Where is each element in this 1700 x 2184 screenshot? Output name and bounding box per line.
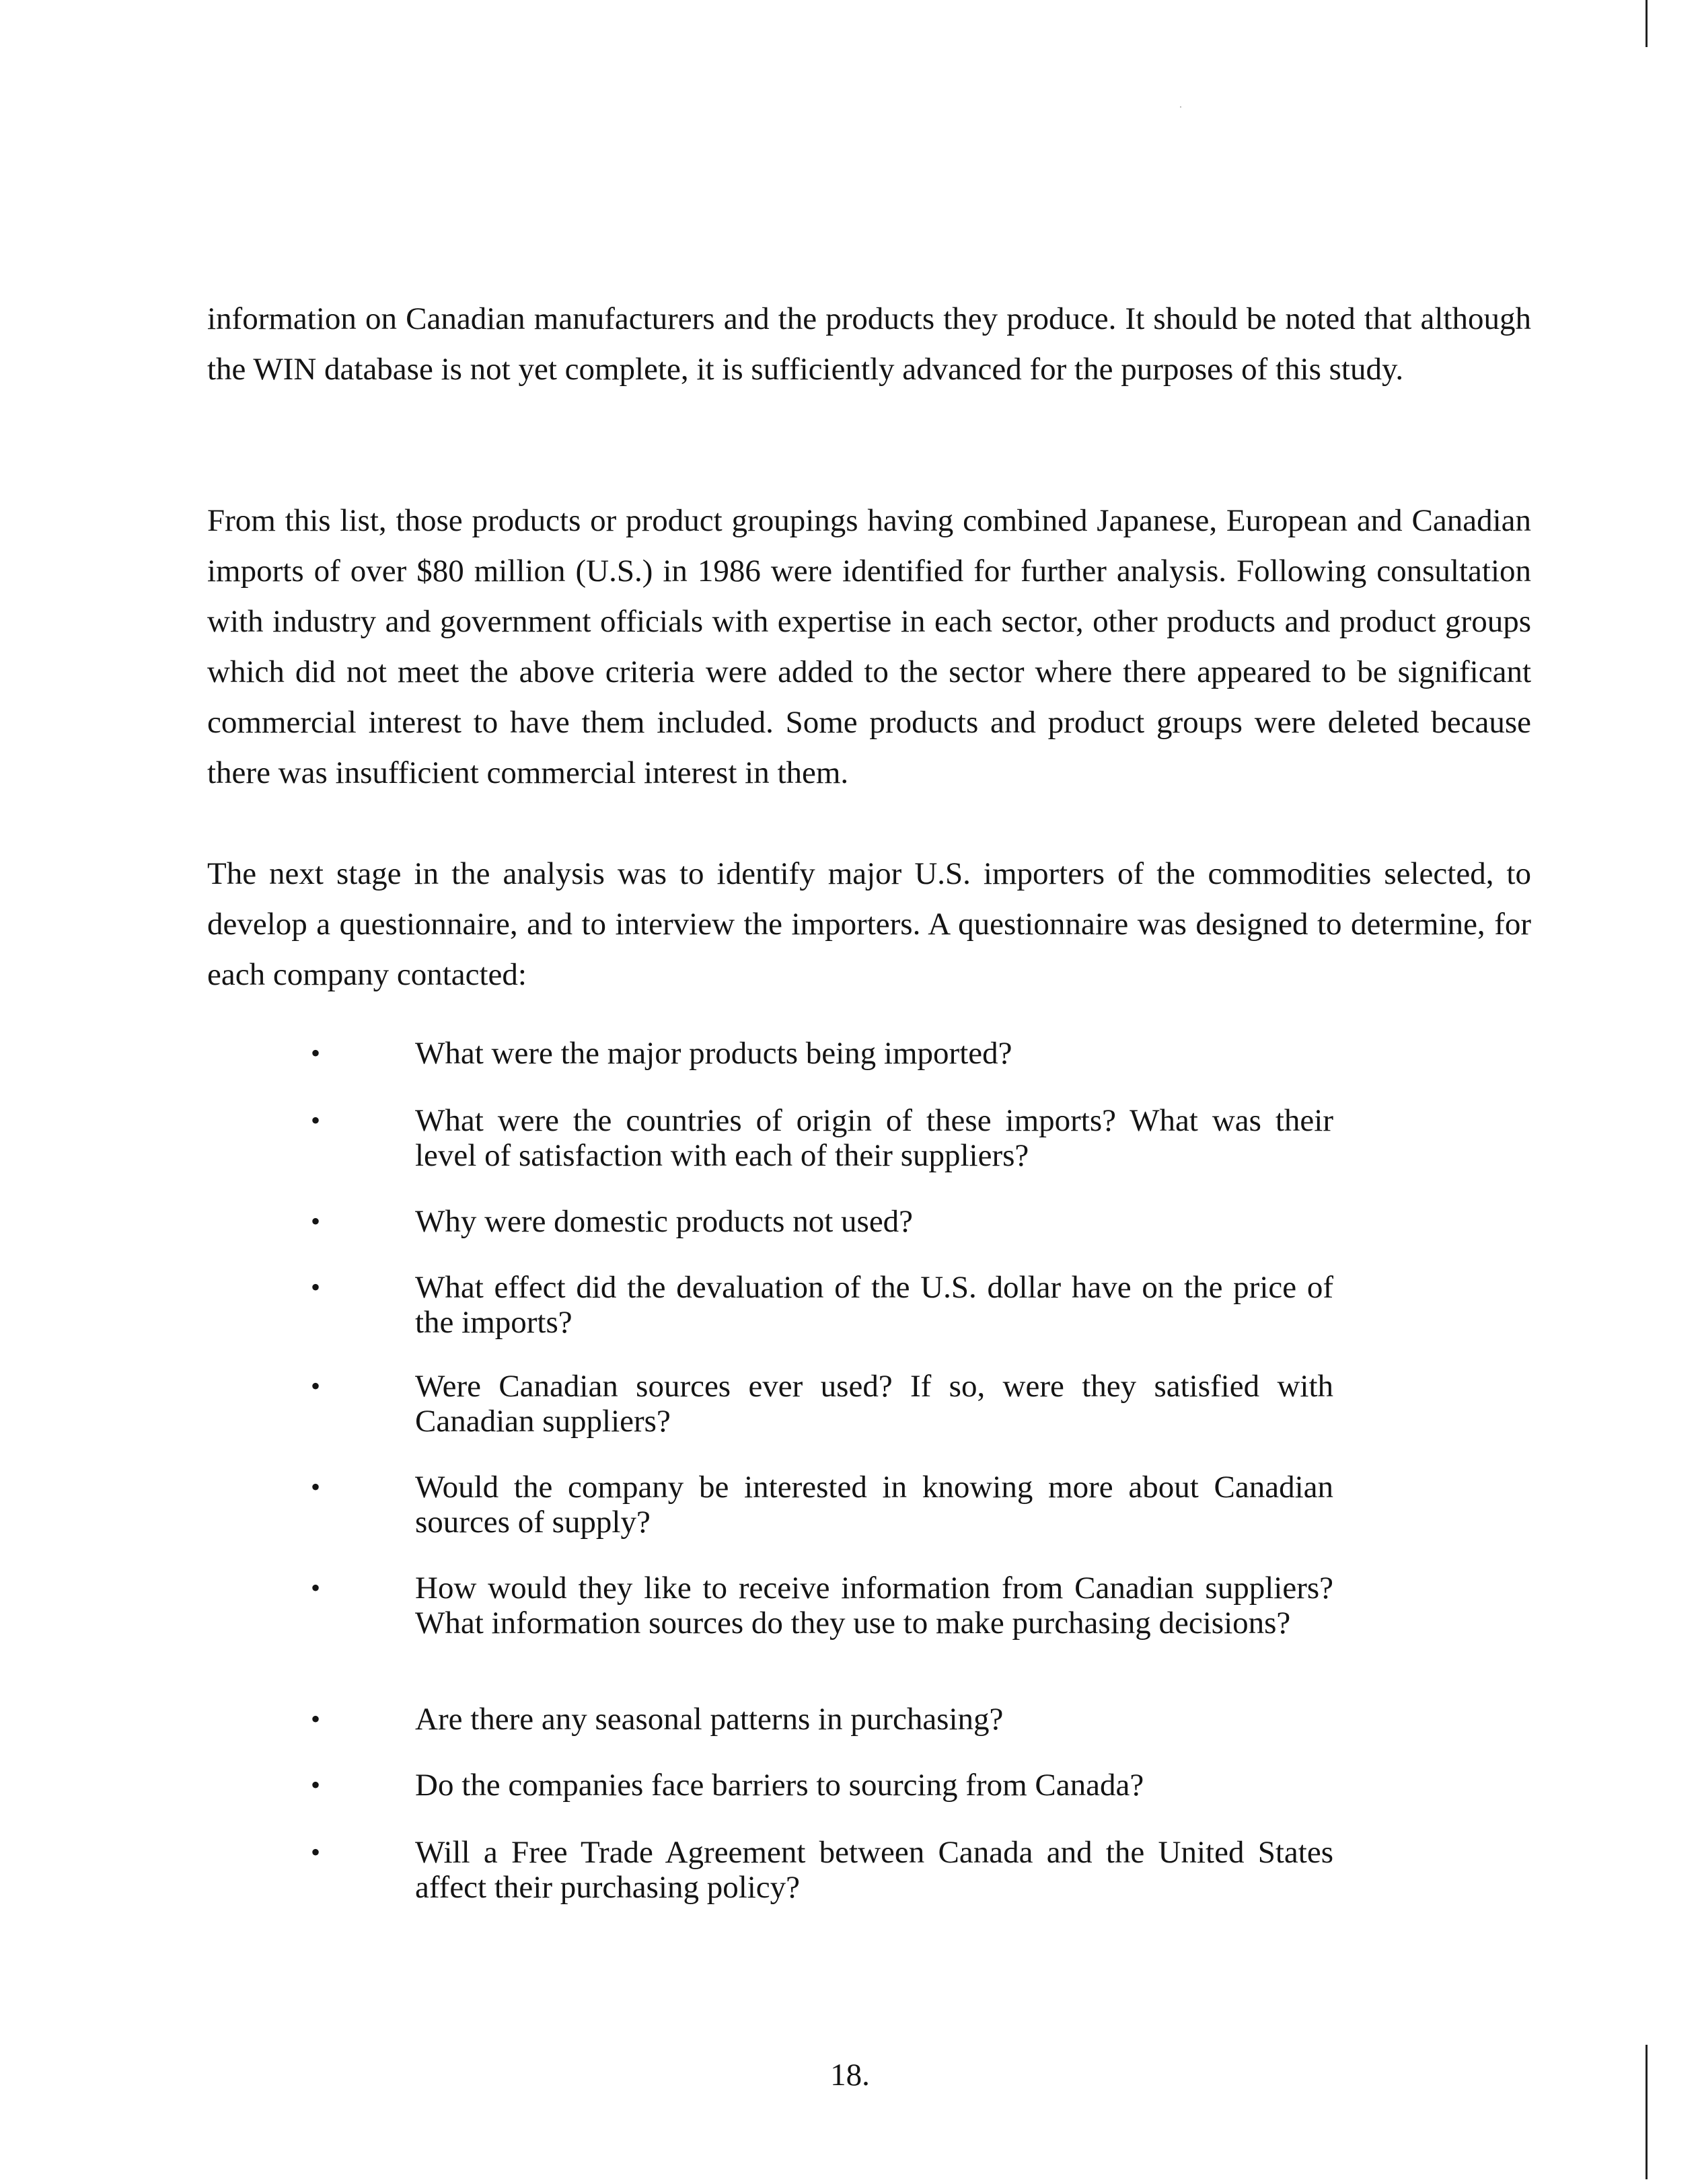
bullet-icon: • [311,1704,321,1734]
list-item-text: Would the company be interested in knowing more about Canadian sources of supply? [415,1470,1333,1540]
list-item-text: What effect did the devaluation of the U.S. dollar have on the price of the imports? [415,1270,1333,1340]
list-item-text: How would they like to receive information from Canadian suppliers? What information sources do they use to make purchasing decisions? [415,1571,1333,1641]
bullet-icon: • [311,1371,321,1401]
list-item-text: What were the countries of origin of these imports? What was their level of satisfaction with each of their suppliers? [415,1103,1333,1173]
bullet-icon: • [311,1472,321,1502]
bullet-icon: • [311,1272,321,1302]
paragraph-questionnaire-intro: The next stage in the analysis was to identify major U.S. importers of the commodities selected, to develop a questionnaire, and to interview the importers. A questionnaire was designed to determine, for each company contacted: [207,856,1531,992]
list-item-text: Will a Free Trade Agreement between Canada and the United States affect their purchasing policy? [415,1835,1333,1905]
list-item-text: What were the major products being imported? [415,1036,1012,1071]
paragraph-product-selection: From this list, those products or product groupings having combined Japanese, European and Canadian imports of over $80 million (U.S.) in 1986 were identified for further analysis. Following consultation with industry and government officials with expertise in each sector, other products and product groups which did not meet the above criteria were added to the sector where there appeared to be significant commercial interest to have them included. Some products and product groups were deleted because there was insufficient commercial interest in them. [207,503,1531,790]
page-number: 18. [830,2058,870,2093]
scan-speck [1180,106,1181,108]
bullet-icon: • [311,1770,321,1800]
paragraph-win-database: information on Canadian manufacturers and the products they produce. It should be noted that although the WIN database is not yet complete, it is sufficiently advanced for the purposes of this study. [207,301,1531,387]
list-item-text: Why were domestic products not used? [415,1204,914,1239]
bullet-icon: • [311,1573,321,1603]
list-item-text: Were Canadian sources ever used? If so, were they satisfied with Canadian suppliers? [415,1369,1333,1439]
bullet-icon: • [311,1206,321,1236]
list-item-text: Do the companies face barriers to sourcing from Canada? [415,1768,1144,1803]
bullet-icon: • [311,1038,321,1068]
scan-edge-line [1646,0,1648,2184]
bullet-icon: • [311,1105,321,1135]
list-item-text: Are there any seasonal patterns in purchasing? [415,1702,1004,1737]
bullet-icon: • [311,1837,321,1867]
